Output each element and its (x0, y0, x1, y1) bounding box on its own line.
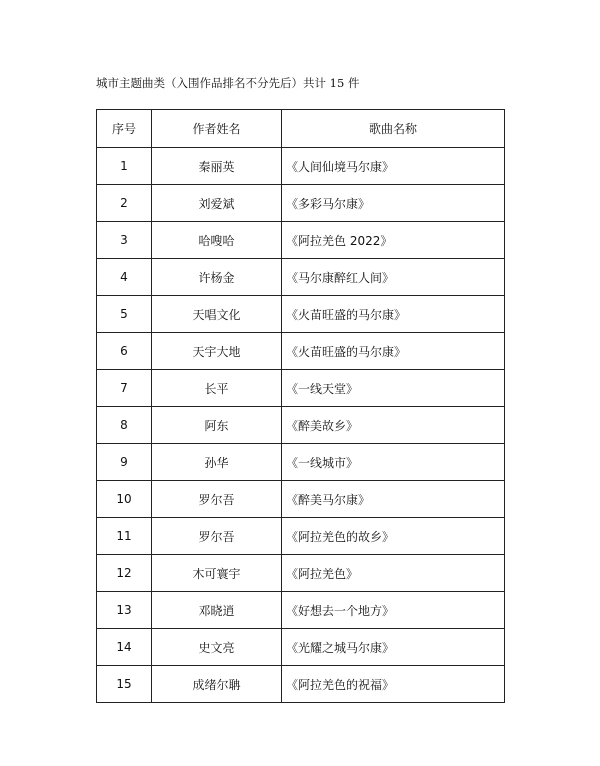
row-number: 2 (97, 185, 152, 222)
row-number: 12 (97, 555, 152, 592)
song-table (96, 109, 505, 703)
row-author: 邓晓逍 (152, 592, 282, 629)
row-author: 哈嗖哈 (152, 222, 282, 259)
row-number: 3 (97, 222, 152, 259)
row-author: 许杨金 (152, 259, 282, 296)
song-title: 《光耀之城马尔康》 (286, 640, 395, 655)
row-author: 阿东 (152, 407, 282, 444)
row-author: 长平 (152, 370, 282, 407)
row-author: 史文亮 (152, 629, 282, 666)
table-row (97, 296, 505, 333)
row-author: 罗尔吾 (152, 518, 282, 555)
table-row (97, 592, 505, 629)
table-header-row (97, 110, 505, 148)
header-author: 作者姓名 (152, 110, 282, 148)
table-row (97, 259, 505, 296)
row-number: 10 (97, 481, 152, 518)
song-title: 《多彩马尔康》 (286, 196, 371, 211)
row-song (282, 148, 505, 185)
table-row (97, 481, 505, 518)
row-author: 木可寰宇 (152, 555, 282, 592)
row-song (282, 296, 505, 333)
table-row (97, 370, 505, 407)
row-number: 7 (97, 370, 152, 407)
header-song: 歌曲名称 (282, 110, 505, 148)
row-author: 天唱文化 (152, 296, 282, 333)
row-song (282, 592, 505, 629)
row-author: 孙华 (152, 444, 282, 481)
row-song (282, 185, 505, 222)
song-title: 《好想去一个地方》 (286, 603, 395, 618)
song-title: 《人间仙境马尔康》 (286, 159, 395, 174)
row-song (282, 370, 505, 407)
row-author: 罗尔吾 (152, 481, 282, 518)
row-number: 6 (97, 333, 152, 370)
row-number: 15 (97, 666, 152, 703)
row-number: 9 (97, 444, 152, 481)
song-title: 《火苗旺盛的马尔康》 (286, 344, 407, 359)
table-row (97, 185, 505, 222)
row-author: 秦丽英 (152, 148, 282, 185)
table-row (97, 629, 505, 666)
row-song (282, 333, 505, 370)
row-song (282, 481, 505, 518)
row-song (282, 629, 505, 666)
row-number: 11 (97, 518, 152, 555)
header-number: 序号 (97, 110, 152, 148)
song-title: 《醉美故乡》 (286, 418, 359, 433)
row-number: 14 (97, 629, 152, 666)
row-number: 4 (97, 259, 152, 296)
table-row (97, 444, 505, 481)
row-song (282, 444, 505, 481)
row-author: 刘爱斌 (152, 185, 282, 222)
row-number: 8 (97, 407, 152, 444)
song-title: 《一线城市》 (286, 455, 359, 470)
row-song (282, 518, 505, 555)
table-row (97, 222, 505, 259)
row-author: 成绪尔聃 (152, 666, 282, 703)
table-row (97, 555, 505, 592)
table-row (97, 518, 505, 555)
song-title: 《马尔康醉红人间》 (286, 270, 395, 285)
row-song (282, 259, 505, 296)
song-title: 《醉美马尔康》 (286, 492, 371, 507)
table-row (97, 407, 505, 444)
table-row (97, 148, 505, 185)
row-song (282, 407, 505, 444)
song-title: 《阿拉羌色 2022》 (286, 233, 393, 248)
row-number: 5 (97, 296, 152, 333)
row-song (282, 666, 505, 703)
row-song (282, 555, 505, 592)
row-song (282, 222, 505, 259)
song-title: 《阿拉羌色的祝福》 (286, 677, 395, 692)
row-number: 13 (97, 592, 152, 629)
table-row (97, 666, 505, 703)
song-title: 《一线天堂》 (286, 381, 359, 396)
table-row (97, 333, 505, 370)
table-caption: 城市主题曲类（入围作品排名不分先后）共计 15 件 (96, 76, 360, 90)
song-title: 《阿拉羌色的故乡》 (286, 529, 395, 544)
song-title: 《火苗旺盛的马尔康》 (286, 307, 407, 322)
row-number: 1 (97, 148, 152, 185)
row-author: 天宇大地 (152, 333, 282, 370)
song-title: 《阿拉羌色》 (286, 566, 359, 581)
